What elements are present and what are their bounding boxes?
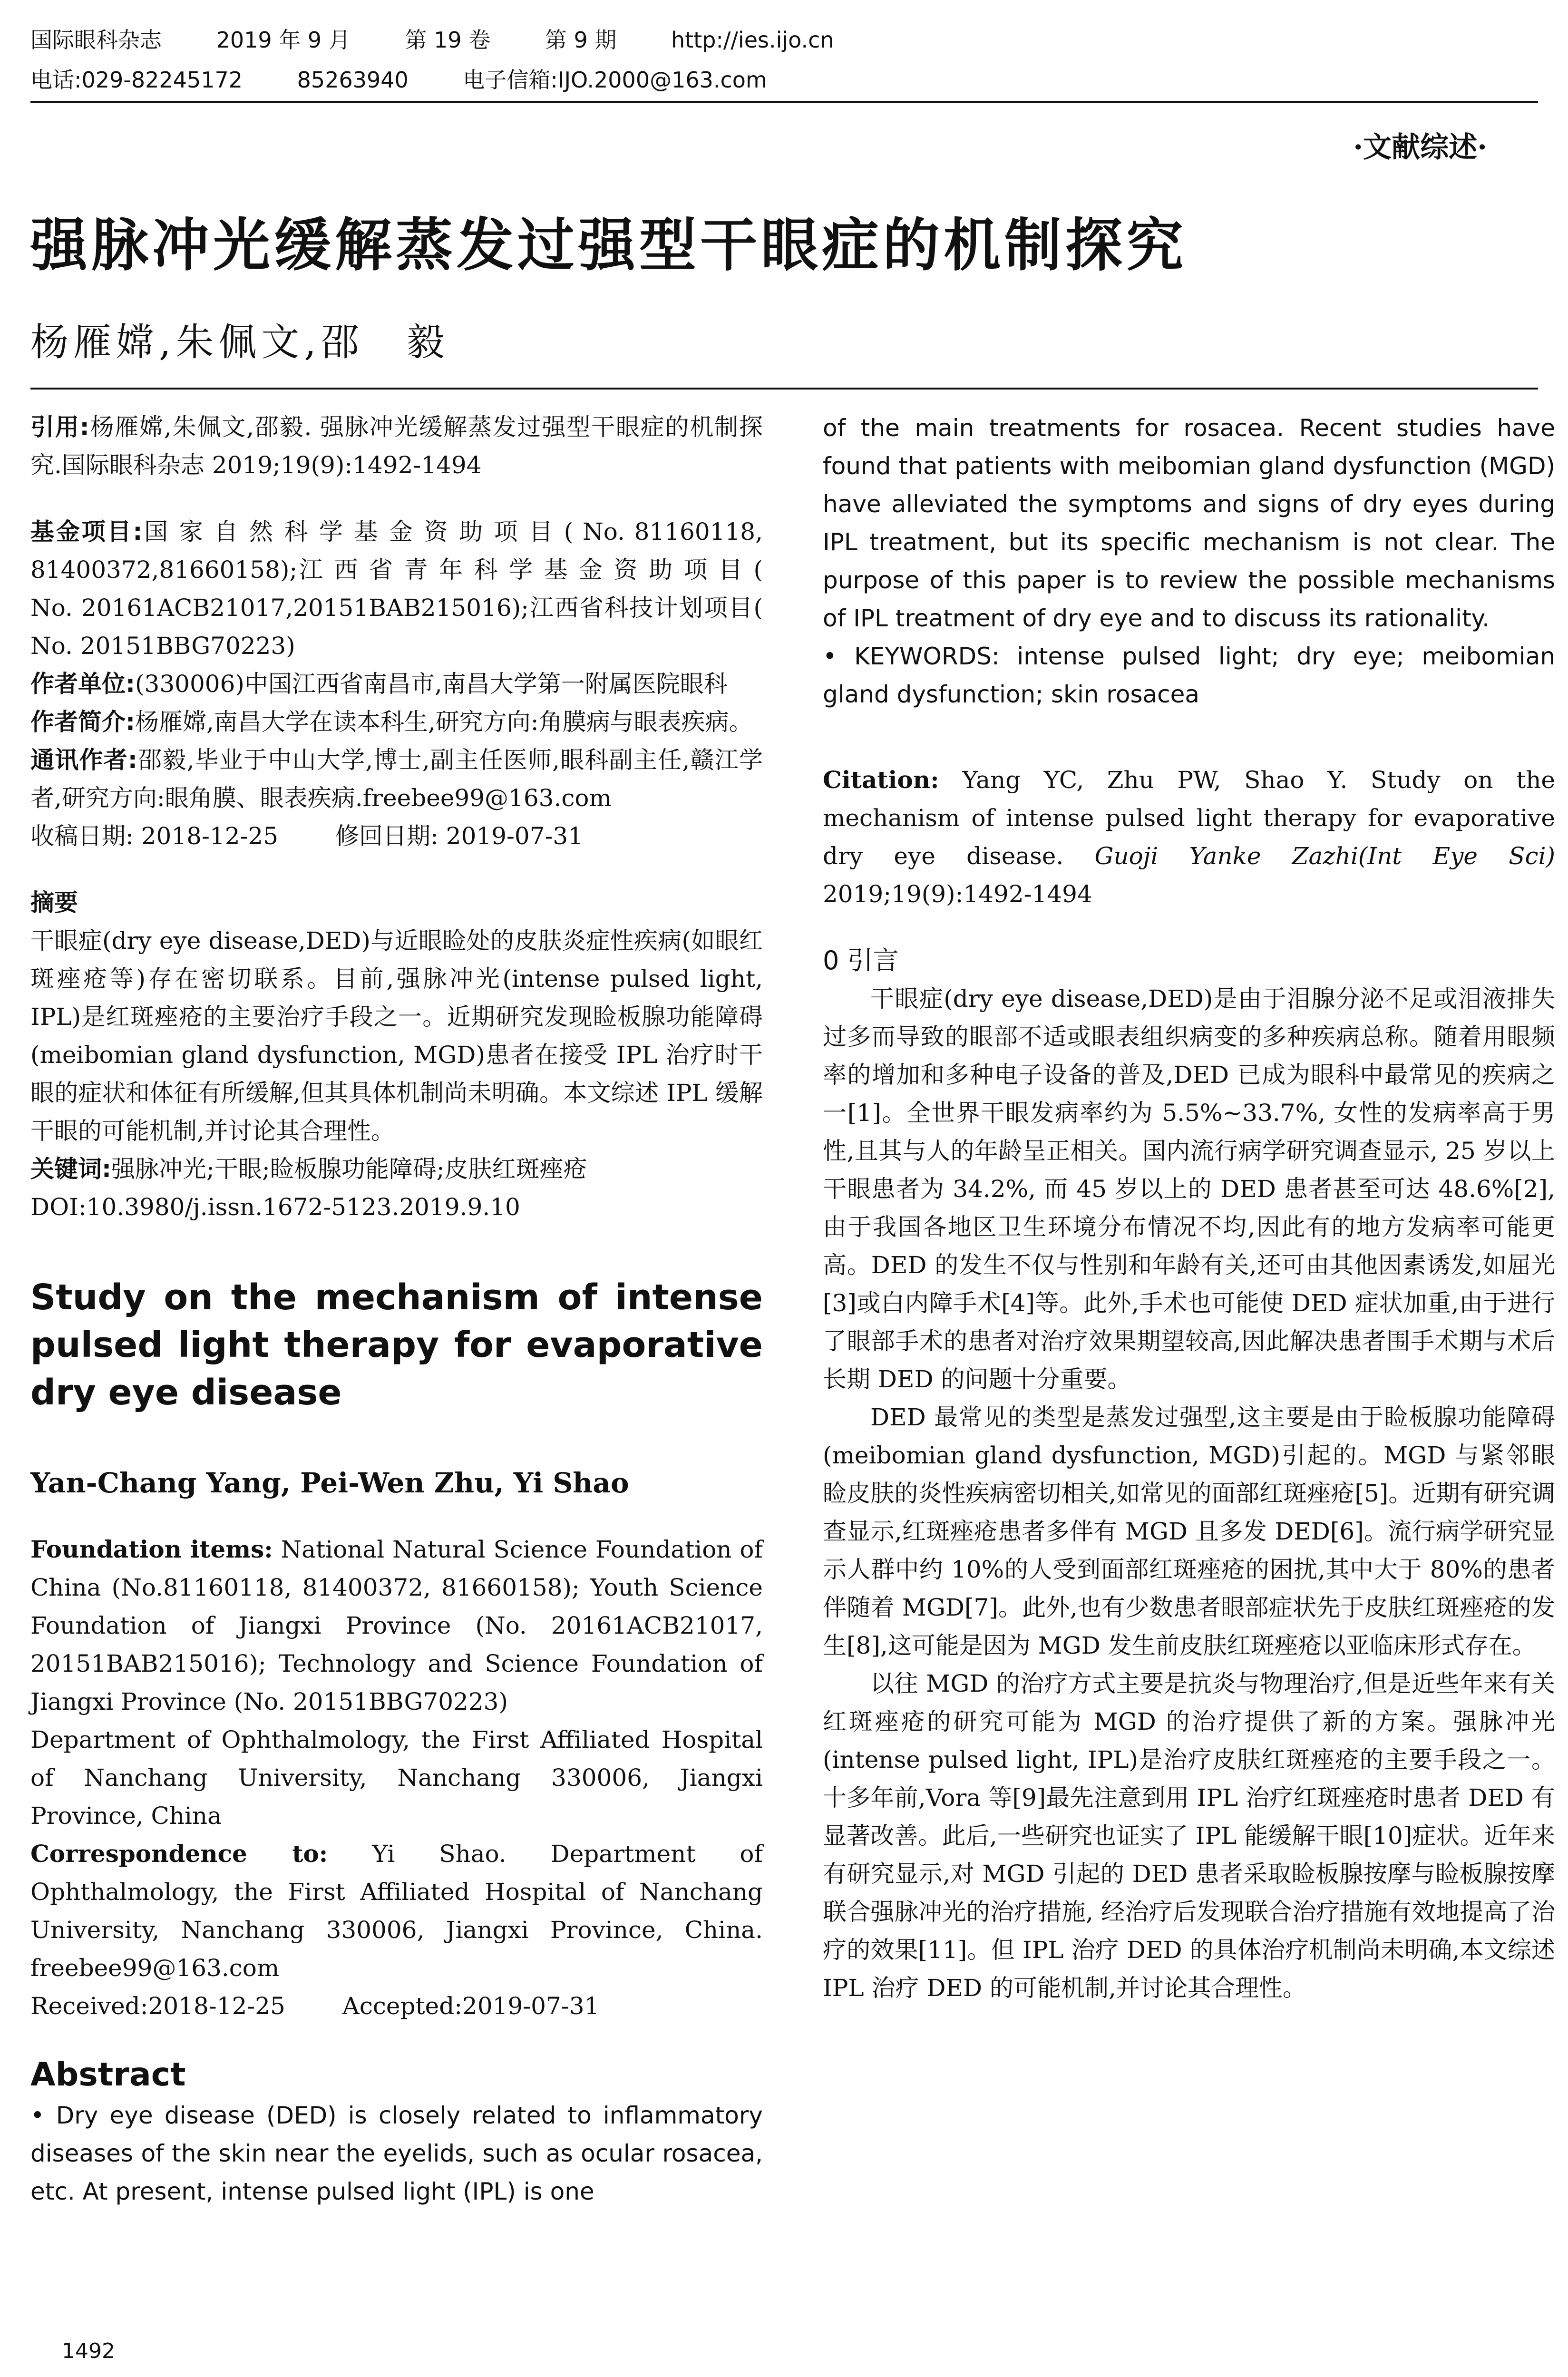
received-date: 收稿日期: 2018-12-25 <box>30 822 279 850</box>
issue-date: 2019 年 9 月 <box>216 27 351 53</box>
intro-paragraph-1: 干眼症(dry eye disease,DED)是由于泪腺分泌不足或泪液排失过多而导致的眼部不适或眼表组织病变的多种疾病总称。随着用眼频率的增加和多种电子设备的普及,DED 已成为眼科中最常见的疾病之一[1]。全世界干眼发病率约为 5.5%~33.7%, 女性的发病率高于男性,且其与人的年龄呈正相关。国内流行病学研究调查显示, 25 岁以上干眼患者为 34.2%, 而 45 岁以上的 DED 患者甚至可达 48.6%[2],由于我国各地区卫生环境分布情况不均,因此有的地方发病率可能更高。DED 的发生不仅与性别和年龄有关,还可由其他因素诱发,如屈光[3]或白内障手术[4]等。此外,手术也可能使 DED 症状加重,由于进行了眼部手术的患者对治疗效果期望较高,因此解决患者围手术期与术后长期 DED 的问题十分重要。 <box>823 985 1555 1393</box>
abstract-cn: 干眼症(dry eye disease,DED)与近眼睑处的皮肤炎症性疾病(如眼红斑痤疮等)存在密切联系。目前,强脉冲光(intense pulsed light, IPL)是红斑痤疮的主要治疗手段之一。近期研究发现睑板腺功能障碍(meibomian gland dysfunction, MGD)患者在接受 IPL 治疗时干眼的症状和体征有所缓解,但其具体机制尚未明确。本文综述 IPL 缓解干眼的可能机制,并讨论其合理性。 <box>30 927 763 1145</box>
corresponding-author-cn: 通讯作者:邵毅,毕业于中山大学,博士,副主任医师,眼科副主任,赣江学者,研究方向:眼角膜、眼表疾病.freebee99@163.com <box>30 746 763 812</box>
section-tag: ·文献综述· <box>1353 131 1487 164</box>
doi[interactable]: DOI:10.3980/j.issn.1672-5123.2019.9.10 <box>30 1193 520 1221</box>
intro-paragraph-3: 以往 MGD 的治疗方式主要是抗炎与物理治疗,但是近些年来有关红斑痤疮的研究可能为 MGD 的治疗提供了新的方案。强脉冲光(intense pulsed light, IPL)是治疗皮肤红斑痤疮的主要手段之一。十多年前,Vora 等[9]最先注意到用 IPL 治疗红斑痤疮时患者 DED 有显著改善。此后,一些研究也证实了 IPL 能缓解干眼[10]症状。近年来有研究显示,对 MGD 引起的 DED 患者采取睑板腺按摩与睑板腺按摩联合强脉冲光的治疗措施, 经治疗后发现联合治疗措施有效地提高了治疗的效果[11]。但 IPL 治疗 DED 的具体治疗机制尚未明确,本文综述 IPL 治疗 DED 的可能机制,并讨论其合理性。 <box>823 1670 1555 2002</box>
article-title-cn: 强脉冲光缓解蒸发过强型干眼症的机制探究 <box>30 213 1187 279</box>
journal-url[interactable]: http://ies.ijo.cn <box>671 27 834 53</box>
abstract-heading-cn: 摘要 <box>30 889 78 916</box>
author-intro-cn: 作者简介:杨雁嫦,南昌大学在读本科生,研究方向:角膜病与眼表疾病。 <box>30 708 753 736</box>
page-number: 1492 <box>62 2339 115 2363</box>
intro-heading: 0 引言 <box>823 945 899 975</box>
fund-items-cn: 基金项目:国 家 自 然 科 学 基 金 资 助 项 目 ( No. 81160118, 81400372,81660158);江 西 省 青 年 科 学 基 金 资 助 项 目 ( No. 20161ACB21017,20151BAB215016);江西省科技计划项目( No. 20151BBG70223) <box>30 518 763 660</box>
keywords-cn: 关键词:强脉冲光;干眼;睑板腺功能障碍;皮肤红斑痤疮 <box>30 1155 587 1183</box>
dates-en <box>30 1987 763 2025</box>
author-unit-cn: 作者单位:(330006)中国江西省南昌市,南昌大学第一附属医院眼科 <box>30 670 728 698</box>
citation-en: Citation: Yang YC, Zhu PW, Shao Y. Study on the mechanism of intense pulsed light therapy for evaporative dry eye disease. Guoji Yanke Zazhi(Int Eye Sci) 2019;19(9):1492-1494 <box>823 766 1555 908</box>
accepted-en: Accepted:2019-07-31 <box>342 1992 600 2020</box>
header-rule <box>30 101 1538 103</box>
right-column <box>823 409 1555 2007</box>
running-header-line-2 <box>30 63 815 94</box>
abstract-en-part-1: • Dry eye disease (DED) is closely related to inflammatory diseases of the skin near the eyelids, such as ocular rosacea, etc. At present, intense pulsed light (IPL) is one <box>30 2102 763 2205</box>
citation-cn: 引用:杨雁嫦,朱佩文,邵毅. 强脉冲光缓解蒸发过强型干眼症的机制探究.国际眼科杂志 2019;19(9):1492-1494 <box>30 413 763 479</box>
journal-email[interactable]: 电子信箱:IJO.2000@163.com <box>463 67 767 93</box>
phone: 电话:029-82245172 <box>30 67 243 93</box>
left-column <box>30 408 763 2211</box>
department-en: Department of Ophthalmology, the First Affiliated Hospital of Nanchang University, Nanchang 330006, Jiangxi Province, China <box>30 1726 763 1830</box>
abstract-heading-en: Abstract <box>30 2056 186 2094</box>
article-title-en: Study on the mechanism of intense pulsed light therapy for evaporative dry eye disease <box>30 1277 763 1413</box>
abstract-en-part-2: of the main treatments for rosacea. Recent studies have found that patients with meibomian gland dysfunction (MGD) have alleviated the symptoms and signs of dry eyes during IPL treatment, but its specific mechanism is not clear. The purpose of this paper is to review the possible mechanisms of IPL treatment of dry eye and to discuss its rationality. <box>823 414 1555 632</box>
authors-cn: 杨雁嫦,朱佩文,邵 毅 <box>30 320 449 364</box>
running-header-line-1 <box>30 23 882 54</box>
foundation-items-en: Foundation items: National Natural Science Foundation of China (No.81160118, 81400372, 81660158); Youth Science Foundation of Jiangxi Province (No. 20161ACB21017, 20151BAB215016); Technology and Science Foundation of Jiangxi Province (No. 20151BBG70223) <box>30 1535 763 1715</box>
received-en: Received:2018-12-25 <box>30 1992 285 2020</box>
journal-name: 国际眼科杂志 <box>30 27 162 53</box>
dates-cn <box>30 817 763 855</box>
intro-paragraph-2: DED 最常见的类型是蒸发过强型,这主要是由于睑板腺功能障碍(meibomian gland dysfunction, MGD)引起的。MGD 与紧邻眼睑皮肤的炎性疾病密切相关,如常见的面部红斑痤疮[5]。近期有研究调查显示,红斑痤疮患者多伴有 MGD 且多发 DED[6]。流行病学研究显示人群中约 10%的人受到面部红斑痤疮的困扰,其中大于 80%的患者伴随着 MGD[7]。此外,也有少数患者眼部症状先于皮肤红斑痤疮的发生[8],这可能是因为 MGD 发生前皮肤红斑痤疮以亚临床形式存在。 <box>823 1403 1555 1659</box>
revised-date: 修回日期: 2019-07-31 <box>335 822 584 850</box>
keywords-en: • KEYWORDS: intense pulsed light; dry eye; meibomian gland dysfunction; skin rosacea <box>823 643 1555 708</box>
phone-2: 85263940 <box>297 67 409 93</box>
issue-number: 第 9 期 <box>545 27 617 53</box>
volume: 第 19 卷 <box>405 27 491 53</box>
correspondence-en: Correspondence to: Yi Shao. Department of Ophthalmology, the First Affiliated Hospital of Nanchang University, Nanchang 330006, Jiangxi Province, China. freebee99@163.com <box>30 1840 763 1982</box>
title-rule <box>30 388 1538 390</box>
authors-en: Yan-Chang Yang, Pei-Wen Zhu, Yi Shao <box>30 1467 629 1499</box>
